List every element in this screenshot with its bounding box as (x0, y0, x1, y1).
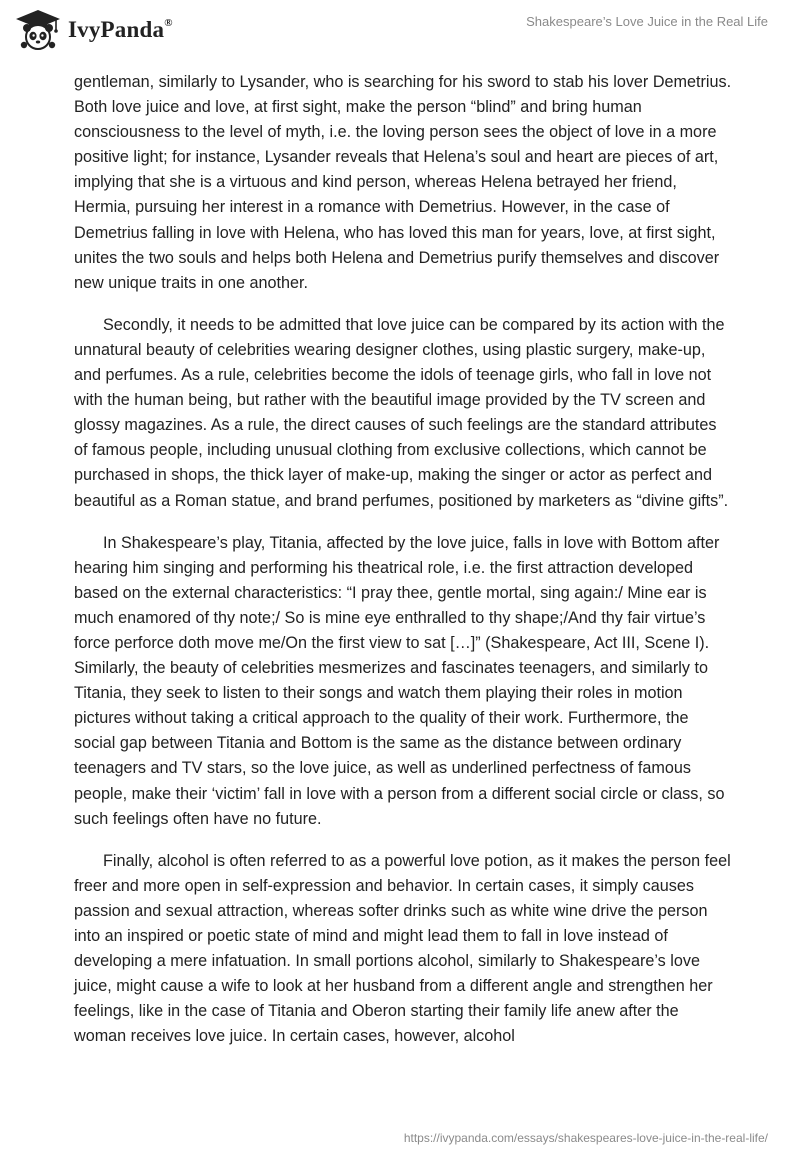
ivypanda-logo[interactable] (14, 8, 173, 52)
panda-graduate-icon (14, 8, 62, 52)
essay-body (74, 70, 734, 1066)
logo-text: IvyPanda (68, 17, 165, 42)
paragraph-3: In Shakespeare’s play, Titania, affected by the love juice, falls in love with Bottom after hearing him singing and performing his theatrical role, i.e. the first attraction developed based on the external characteristics: “I pray thee, gentle mortal, sing again:/ Mine ear is much enamored of thy note;/ So is mine eye enthralled to thy shape;/And thy fair virtue’s force perforce doth move me/On the first view to sat […]” (Shakespeare, Act III, Scene I). Similarly, the beauty of celebrities mesmerizes and fascinates teenagers, and similarly to Titania, they seek to listen to their songs and watch them playing their roles in motion pictures without taking a critical approach to the quality of their work. Furthermore, the social gap between Titania and Bottom is the same as the distance between ordinary teenagers and TV stars, so the love juice, as well as underlined perfectness of famous people, make their ‘victim’ fall in love with a person from a different social circle or class, so such feelings often have no future. (74, 533, 725, 828)
page-header (0, 0, 800, 62)
source-url[interactable]: https://ivypanda.com/essays/shakespeares-love-juice-in-the-real-life/ (403, 1131, 768, 1145)
paragraph-4: Finally, alcohol is often referred to as a powerful love potion, as it makes the person feel freer and more open in self-expression and behavior. In certain cases, it simply causes passion and sexual attraction, whereas softer drinks such as white wine drive the person into an inspired or poetic state of mind and might lead them to fall in love instead of developing a mere infatuation. In small portions alcohol, similarly to Shakespeare’s love juice, might cause a wife to look at her husband from a different angle and strengthen her feelings, like in the case of Titania and Oberon starting their family life anew after the woman receives love juice. In certain cases, however, alcohol (74, 851, 731, 1046)
paragraph-2: Secondly, it needs to be admitted that love juice can be compared by its action with the unnatural beauty of celebrities wearing designer clothes, using plastic surgery, make-up, and perfumes. As a rule, celebrities become the idols of teenage girls, who fall in love not with the human being, but rather with the beautiful image provided by the TV screen and glossy magazines. As a rule, the direct causes of such feelings are the standard attributes of famous people, including unusual clothing from exclusive collections, which cannot be purchased in shops, the thick layer of make-up, making the singer or actor as perfect and beautiful as a Roman statue, and brand perfumes, positioned by marketers as “divine gifts”. (74, 315, 729, 510)
paragraph-1: gentleman, similarly to Lysander, who is searching for his sword to stab his lover Demetrius. Both love juice and love, at first sight, make the person “blind” and bring human consciousness to the level of myth, i.e. the loving person sees the object of love in a more positive light; for instance, Lysander reveals that Helena’s soul and heart are pieces of art, implying that she is a virtuous and kind person, whereas Helena betrayed her friend, Hermia, pursuing her interest in a romance with Demetrius. However, in the case of Demetrius falling in love with Helena, who has loved this man for years, love, at first sight, unites the two souls and helps both Helena and Demetrius purify themselves and discover new unique traits in one another. (74, 73, 732, 292)
document-title: Shakespeare’s Love Juice in the Real Life (526, 14, 768, 29)
registered-mark: ® (164, 17, 173, 30)
logo-wordmark (68, 17, 173, 43)
